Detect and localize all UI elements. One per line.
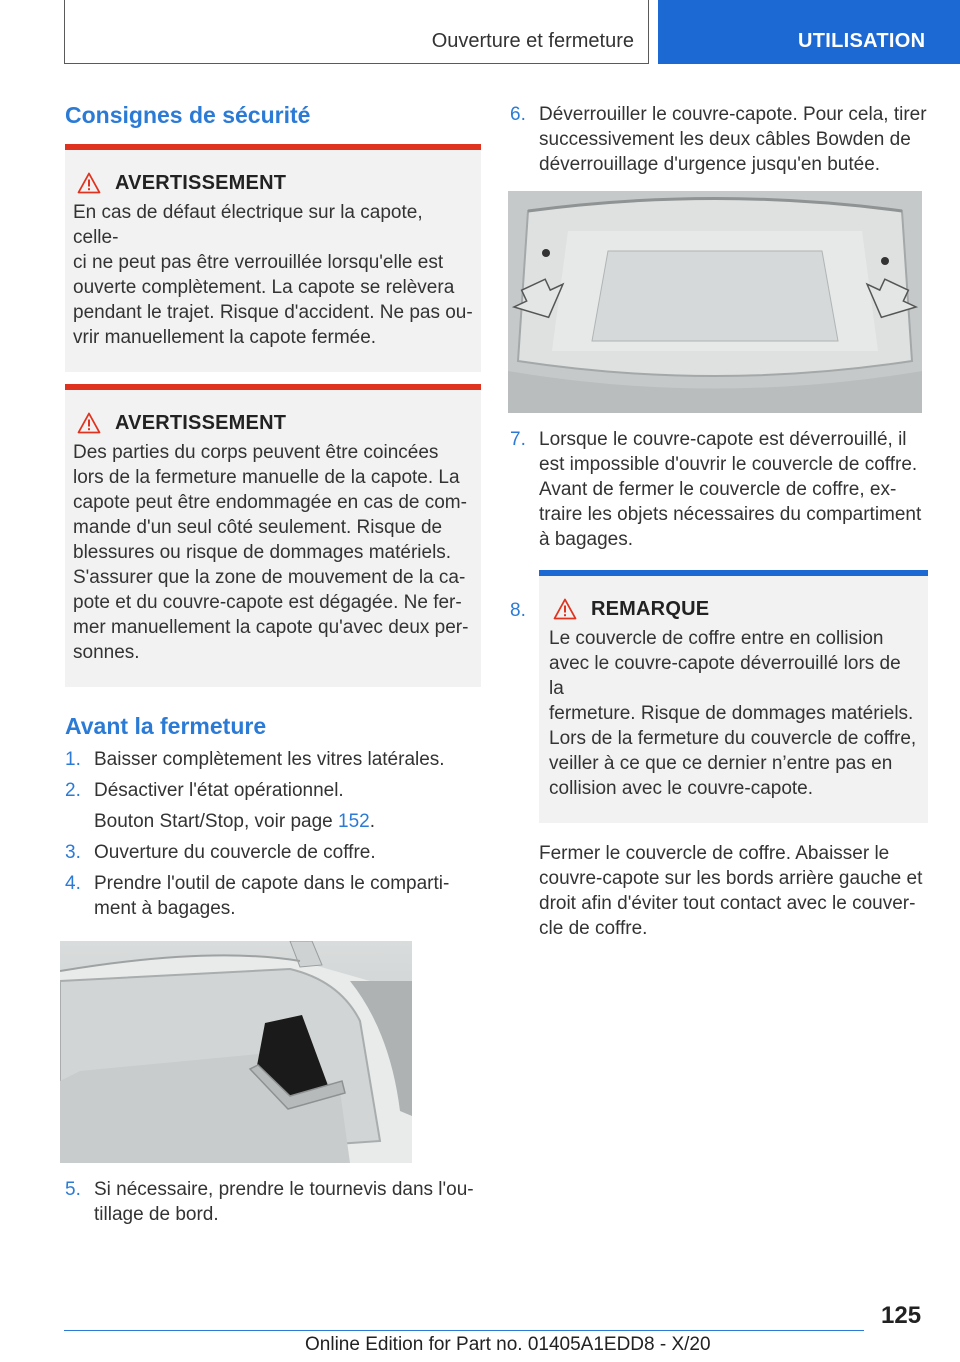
- warning-triangle-icon: [77, 172, 101, 194]
- warning-title: AVERTISSEMENT: [115, 171, 287, 194]
- header-chapter-tab[interactable]: [658, 0, 960, 64]
- right-column: [510, 102, 928, 941]
- notice-text: Le couvercle de coffre entre en collision avec le couvre-capote déverrouillé lors de la fermeture. Risque de dommages matériels. Lors de la fermeture du couvercle de coffre, veiller à ce que ce dernier n’entre pas en collision avec le couvre-capote.: [549, 628, 917, 799]
- left-column: [65, 100, 481, 1227]
- list-item: 3. Ouverture du couvercle de coffre.: [65, 842, 376, 863]
- steps-list-right: [510, 102, 928, 177]
- notice-title: REMARQUE: [591, 597, 710, 620]
- list-item: 2. Désactiver l'état opérationnel.: [65, 780, 344, 801]
- notice-box: [539, 570, 928, 823]
- warning-text: En cas de défaut électrique sur la capote, celle- ci ne peut pas être verrouillée lorsqu'elle est ouverte complètement. La capote se relèvera pendant le trajet. Risque d'accident. Ne pas ou- vrir manuellement la capote fermée.: [73, 202, 473, 348]
- steps-list-left-2: [65, 840, 481, 921]
- chapter-title: UTILISATION: [798, 30, 926, 52]
- section-title: Ouverture et fermeture: [431, 30, 634, 52]
- list-item: 6. Déverrouiller le couvre-capote. Pour cela, tirer successivement les deux câbles Bowden de déverrouillage d'urgence jusqu'en butée.: [510, 104, 927, 175]
- heading-safety: Consignes de sécurité: [65, 102, 311, 128]
- warning-box-1: [65, 144, 481, 372]
- list-item-8: [510, 570, 928, 941]
- list-item: 7. Lorsque le couvre-capote est déverrouillé, il est impossible d'ouvrir le couvercle de coffre. Avant de fermer le couvercle de coffre, ex- traire les objets nécessaires du compartiment à bagages.: [510, 429, 922, 550]
- warning-box-2: [65, 384, 481, 687]
- heading-before-closing: Avant la fermeture: [65, 713, 267, 739]
- steps-list-right-2: [510, 427, 928, 552]
- page-number: 125: [881, 1302, 922, 1329]
- warning-triangle-icon: [553, 598, 577, 620]
- trunk-bowden-cable-photo: [508, 191, 922, 413]
- list-item: 4. Prendre l'outil de capote dans le comparti- ment à bagages.: [65, 873, 450, 919]
- warning-title: AVERTISSEMENT: [115, 411, 287, 434]
- header-section-box: [64, 0, 649, 64]
- trunk-tool-photo: [60, 941, 412, 1163]
- step-2-note: Bouton Start/Stop, voir page 152.: [94, 811, 375, 832]
- footer-divider: [64, 1330, 864, 1331]
- step-number: 8.: [510, 600, 526, 621]
- footer-edition: Online Edition for Part no. 01405A1EDD8 - X/20: [305, 1334, 711, 1355]
- list-item: 5. Si nécessaire, prendre le tournevis dans l'ou- tillage de bord.: [65, 1179, 474, 1225]
- list-item: 1. Baisser complètement les vitres latérales.: [65, 749, 445, 770]
- page-link-152[interactable]: 152: [338, 811, 370, 832]
- warning-triangle-icon: [77, 412, 101, 434]
- step-8-text: Fermer le couvercle de coffre. Abaisser le couvre-capote sur les bords arrière gauche et droit afin d'éviter tout contact avec le couver- cle de coffre.: [539, 843, 923, 939]
- warning-text: Des parties du corps peuvent être coincées lors de la fermeture manuelle de la capote. La capote peut être endommagée en cas de com- mande d'un seul côté seulement. Risque de blessures ou risque de dommages matériels. S'assurer que la zone de mouvement de la ca- pote et du couvre-capote est dégagée. Ne fer- mer manuellement la capote qu'avec deux per- sonnes.: [73, 442, 469, 663]
- steps-list-left: [65, 747, 481, 803]
- steps-list-left-3: [65, 1177, 481, 1227]
